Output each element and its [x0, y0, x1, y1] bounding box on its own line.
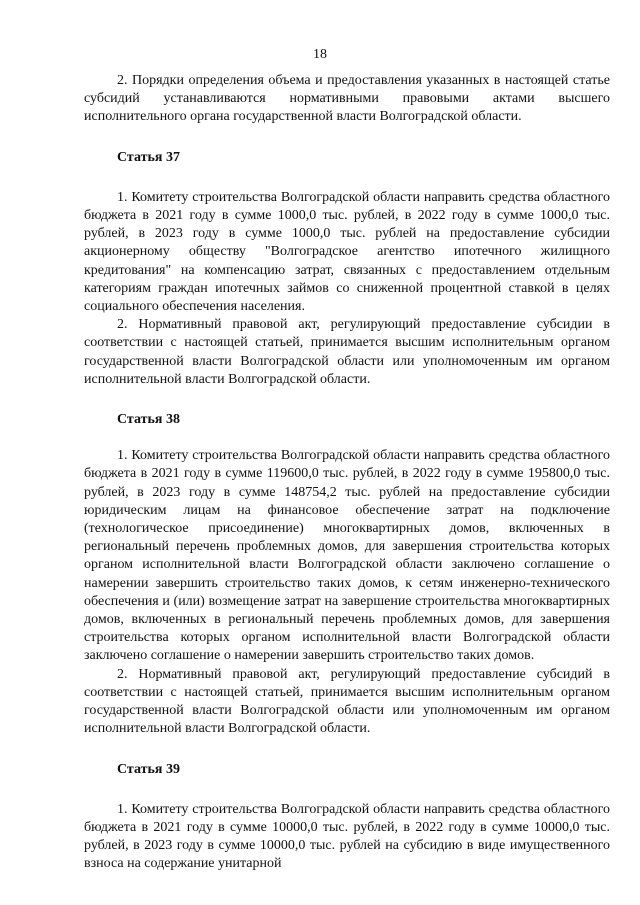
article-37-heading: Статья 37 [117, 149, 180, 165]
article-38-paragraph-1: 1. Комитету строительства Волгоградской области направить средства областного бюджета в 2021 году в сумме 119600,0 тыс. рублей, в 2022 году в сумме 195800,0 тыс. рублей, в 2023 году в сумме 148754,2 тыс. рублей на предоставление субсидии юридическим лицам на финансовое обеспечение затрат на подключение (технологическое присоединение) многоквартирных домов, включенных в региональный перечень проблемных домов, для завершения строительства которых органом исполнительной власти Волгоградской области заключено соглашение о намерении завершить строительство таких домов, к сетям инженерно-технического обеспечения и (или) возмещение затрат на завершение строительства многоквартирных домов, включенных в региональный перечень проблемных домов, для завершения строительства которых органом исполнительной власти Волгоградской области заключено соглашение о намерении завершить строительство таких домов. [84, 448, 610, 664]
document-body [84, 72, 610, 874]
article-39-paragraph-1: 1. Комитету строительства Волгоградской области направить средства областного бюджета в 2021 году в сумме 10000,0 тыс. рублей, в 2022 году в сумме 10000,0 тыс. рублей, в 2023 году в сумме 10000,0 тыс. рублей на субсидию в виде имущественного взноса на содержание унитарной [84, 801, 610, 872]
page-number: 18 [313, 47, 327, 62]
article-38-heading: Статья 38 [117, 412, 180, 428]
intro-paragraph: 2. Порядки определения объема и предоставления указанных в настоящей статье субсидий устанавливаются нормативными правовыми актами высшего исполнительного органа государственной власти Волгоградской области. [84, 73, 610, 125]
article-38-paragraph-2: 2. Нормативный правовой акт, регулирующий предоставление субсидий в соответствии с настоящей статьей, принимается высшим исполнительным органом государственной власти Волгоградской области или уполномоченным им органом исполнительной власти Волгоградской области. [84, 666, 610, 737]
article-37-paragraph-2: 2. Нормативный правовой акт, регулирующий предоставление субсидии в соответствии с настоящей статьей, принимается высшим исполнительным органом государственной власти Волгоградской области или уполномоченным им органом исполнительной власти Волгоградской области. [84, 317, 610, 387]
article-37-paragraph-1: 1. Комитету строительства Волгоградской области направить средства областного бюджета в 2021 году в сумме 1000,0 тыс. рублей, в 2022 году в сумме 1000,0 тыс. рублей, в 2023 году в сумме 1000,0 тыс. рублей на предоставление субсидии акционерному обществу "Волгоградское агентство ипотечного жилищного кредитования" на компенсацию затрат, связанных с предоставлением отдельным категориям граждан ипотечных займов со сниженной процентной ставкой в целях социального обеспечения населения. [84, 189, 610, 315]
article-39-heading: Статья 39 [117, 761, 180, 777]
